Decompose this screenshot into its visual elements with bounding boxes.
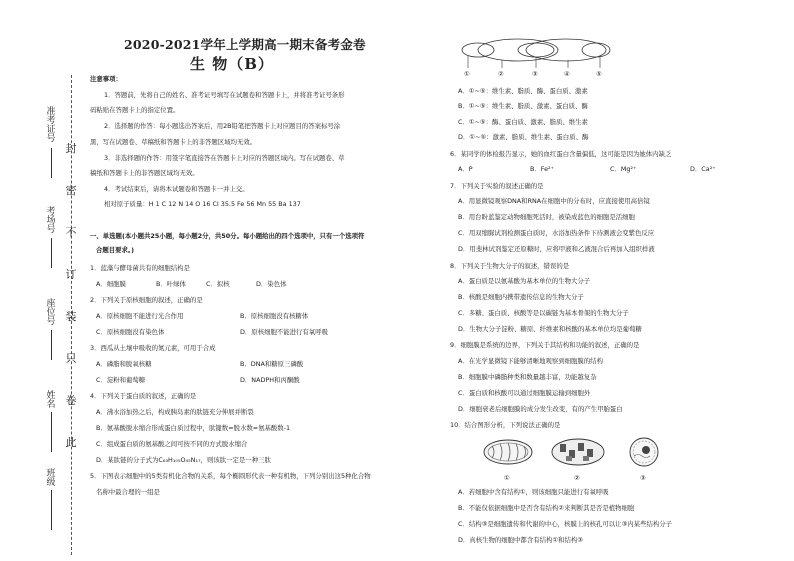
q10-stem: 10．结合图形分析，下列说法正确的是 (450, 421, 561, 429)
q3-stem: 3．西瓜从土壤中吸收的氮元素，可用于合成 (90, 344, 216, 352)
q5-option-b: B．①~⑤：维生素、脂质、激素、蛋白质、酶 (458, 102, 588, 110)
field-name-line (51, 412, 52, 452)
exam-title: 2020-2021学年上学期高一期末备考金卷 (124, 37, 366, 52)
q3-option-b: B．DNA和糖原三磷酸 (240, 360, 304, 368)
notes-item: 黑，写在试题卷、草稿纸和答题卡上的非答题区域均无效。 (90, 138, 257, 146)
field-name-label: 姓名 (46, 391, 56, 410)
q10-fig-label: ① (504, 474, 510, 482)
q3-option-d: D．NADPH和丙酮酸 (240, 376, 300, 384)
section-heading: 一、单选题(本小题共25小题，每小题2分，共50分。每小题给出的四个选项中，只有一个选项符 (90, 232, 365, 240)
q1-option-a: A．细胞膜 (96, 280, 126, 288)
q6-option-d: D．Ca²⁺ (690, 165, 716, 173)
q5-option-a: A．①~⑤：维生素、脂质、酶、蛋白质、激素 (458, 87, 588, 95)
q1-stem: 1．蓝藻与酵母菌共有的细胞结构是 (90, 264, 190, 272)
q2-stem: 2．下列关于原核细胞的叙述，正确的是 (90, 296, 203, 304)
q7-option-a: A．用显微镜观察DNA和RNA在细胞中的分布时，应直接使用高倍镜 (458, 197, 650, 205)
q10-option-d: D．真核生物的细胞中都含有结构①和结构③ (458, 536, 584, 544)
seal-char: 密 (65, 184, 77, 197)
notes-item: 2．选择题的作答：每小题选出答案后，用2B铅笔把答题卡上对应题目的答案标号涂 (104, 122, 341, 130)
notes-item: 1．答题前，先将自己的姓名、准考证号填写在试题卷和答题卡上，并将准考证号条形 (104, 91, 345, 99)
notes-item: 3．非选择题的作答：用签字笔直接答在答题卡上对应的答题区域内。写在试题卷、草 (104, 154, 345, 162)
q5-label: ① (464, 70, 470, 78)
field-room-line (51, 238, 52, 268)
q9-option-a: A．在光学显微镜下能够清晰地观察到细胞膜的结构 (458, 357, 603, 365)
q5-option-c: C．①~⑤：酶、蛋白质、激素、脂质、维生素 (458, 118, 588, 126)
field-exam-id-label: 准考证号 (46, 107, 56, 144)
field-exam-id-line (51, 148, 52, 178)
q7-stem: 7．下列关于实验的叙述正确的是 (450, 182, 544, 190)
q2-option-b: B．原核细胞没有核糖体 (240, 312, 309, 320)
field-seat-line (51, 330, 52, 360)
field-class-label: 班级 (46, 469, 56, 488)
notes-heading: 注意事项： (90, 75, 122, 83)
q4-stem: 4．下列关于蛋白质的叙述，正确的是 (90, 392, 197, 400)
q9-option-d: D．细胞衰老后细胞膜的成分发生改变，有的产生甲胎蛋白 (458, 405, 623, 413)
mitochondrion-icon (484, 440, 532, 464)
notes-item: 稿纸和答题卡上的非答题区域均无效。 (90, 169, 199, 177)
q4-option-b: B．氨基酸脱水缩合形成蛋白质过程中，肽键数=脱水数=氨基酸数-1 (96, 424, 291, 432)
seal-char: 卷 (65, 394, 77, 407)
seal-char: 装 (65, 310, 77, 323)
q2-option-a: A．原核细胞不能进行光合作用 (96, 312, 184, 320)
q2-option-c: C．原核细胞没有染色体 (96, 328, 165, 336)
q10-option-c: C．结构③是细胞遗传和代谢的中心，核膜上的核孔可以让③内某些结构分子 (458, 520, 673, 528)
notes-item: 码粘贴在答题卡上的指定位置。 (90, 106, 180, 114)
q10-option-b: B．不能仅依据细胞中是否含有结构②来判断其是否是植物细胞 (458, 504, 635, 512)
seal-char: 只 (65, 352, 77, 365)
ellipse-3 (518, 43, 554, 57)
q7-option-b: B．用台盼蓝鉴定动物细胞死活时，被染成蓝色的细胞是活细胞 (458, 213, 635, 221)
q5-option-d: D．①~⑤：激素、脂质、维生素、蛋白质、酶 (458, 133, 589, 141)
q5-ellipse-diagram (456, 36, 616, 86)
q5-label: ④ (564, 70, 570, 78)
binding-gutter (0, 0, 82, 561)
seal-char: 此 (65, 436, 77, 449)
q8-option-d: D．生物大分子淀粉、糖原、纤维素和核酸的基本单位均是葡萄糖 (458, 325, 642, 333)
q9-option-c: C．蛋白质和核酸可以通过细胞膜运输到细胞外 (458, 389, 591, 397)
field-class-line (51, 490, 52, 530)
nucleus-icon (630, 438, 658, 466)
q6-stem: 6．某同学的体检报告显示，她的血红蛋白含量偏低，这可能是因为她体内缺乏 (450, 150, 672, 158)
q4-option-c: C．组成蛋白质的氨基酸之间可按不同的方式脱水缩合 (96, 440, 248, 448)
q1-option-b: B．叶绿体 (156, 280, 186, 288)
chloroplast-icon (552, 439, 604, 465)
q10-fig-label: ② (574, 474, 580, 482)
ellipse-4 (526, 39, 606, 61)
q5-label: ② (498, 70, 504, 78)
field-seat-label: 座位号 (46, 299, 56, 327)
section-heading-cont: 合题目要求。) (96, 246, 135, 254)
q5-label: ⑤ (596, 70, 602, 78)
q5-stem-cont: 名称中最合理的一组是 (96, 488, 160, 496)
q5-label: ③ (532, 70, 538, 78)
q8-option-a: A．蛋白质是以氨基酸为基本单位的生物大分子 (458, 277, 591, 285)
q6-option-b: B．Fe²⁺ (530, 165, 554, 173)
seal-char: 订 (65, 268, 77, 281)
q10-organelle-diagram (480, 434, 680, 478)
exam-subject: 生 物（B） (190, 55, 274, 73)
seal-char: 封 (65, 142, 77, 155)
q8-stem: 8．下列关于生物大分子的叙述，错误的是 (450, 262, 570, 270)
q4-option-d: D．某肽链的分子式为C₆₃H₁₀₅O₄₅N₁₇，则该肽一定是一种三肽 (96, 456, 271, 464)
q8-option-b: B．核酸是细胞内携带遗传信息的生物大分子 (458, 293, 584, 301)
q2-option-d: D．原核细胞不能进行有氧呼吸 (240, 328, 328, 336)
q10-fig-label: ③ (640, 474, 646, 482)
q4-option-a: A．沸水浴加热之后，构成胰岛素的肽链充分伸展并断裂 (96, 408, 254, 416)
q9-option-b: B．细胞膜中磷脂种类和数量越丰富，功能越复杂 (458, 373, 597, 381)
seal-char: 不 (65, 226, 77, 239)
q1-option-d: D．染色体 (256, 280, 287, 288)
q7-option-c: C．用双缩脲试剂检测蛋白质时，水浴加热条件下待测液会变紫色反应 (458, 229, 655, 237)
q8-option-c: C．多糖、蛋白质、核酸等是以碳链为基本骨架的生物大分子 (458, 309, 629, 317)
q1-option-c: C．拟核 (206, 280, 230, 288)
notes-item: 4．考试结束后，请将本试题卷和答题卡一并上交。 (104, 185, 249, 193)
q5-stem: 5．下图表示细胞中的5类有机化合物的关系，每个椭圆形代表一种有机物，下列分别出这5种化合物 (90, 472, 371, 480)
q3-option-c: C．淀粉和葡萄糖 (96, 376, 146, 384)
q6-option-a: A．P (458, 165, 473, 173)
q7-option-d: D．用斐林试剂鉴定还原糖时，应将甲液和乙液混合后再加入组织样液 (458, 245, 655, 253)
notes-atomic-mass: 相对原子质量：H 1 C 12 N 14 O 16 Cl 35.5 Fe 56 Mn 55 Ba 137 (104, 200, 301, 208)
q3-option-a: A．磷脂和脱氧核糖 (96, 360, 152, 368)
q10-option-a: A．若细胞中含有结构①，则该细胞只能进行有氧呼吸 (458, 488, 609, 496)
q6-option-c: C．Mg²⁺ (610, 165, 637, 173)
field-room-label: 考场号 (46, 207, 56, 235)
q9-stem: 9．细胞膜是系统的边界，下列关于其结构和功能的叙述，正确的是 (450, 341, 640, 349)
